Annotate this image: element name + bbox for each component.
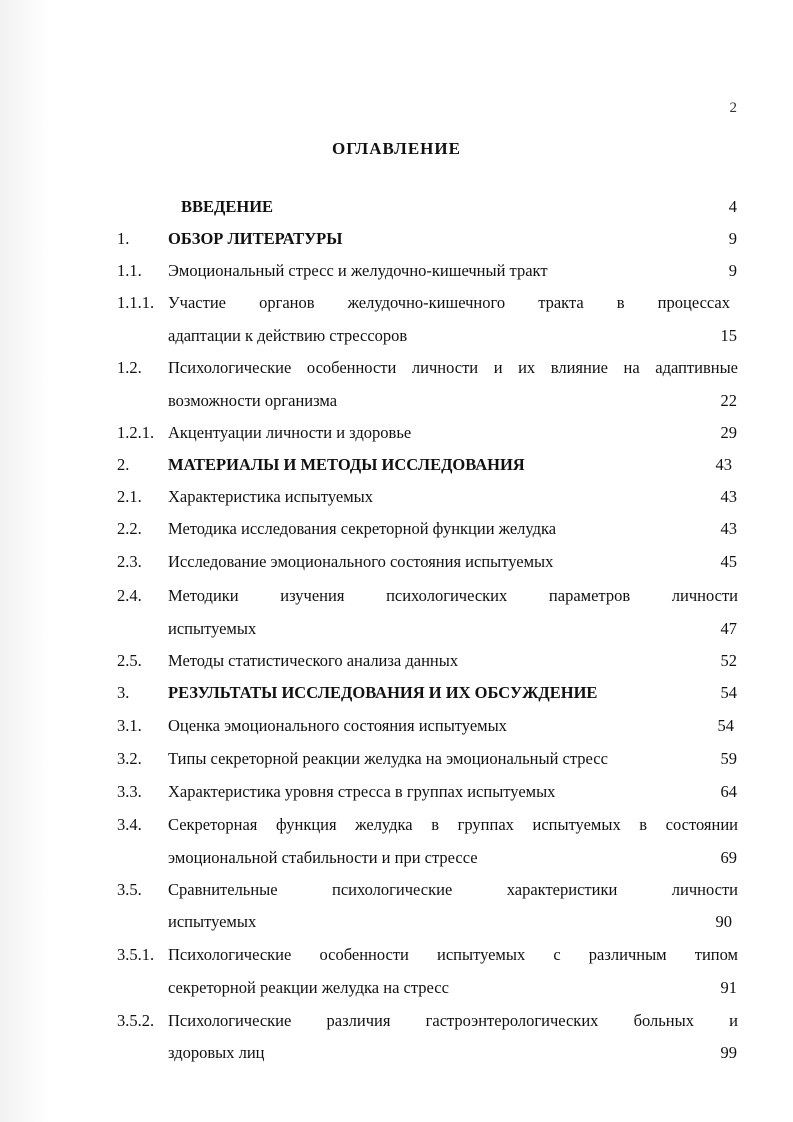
toc-entry-3-4	[0, 814, 793, 844]
toc-entry-3-5-2	[0, 1010, 793, 1040]
toc-entry-title: Акцентуации личности и здоровье	[168, 423, 412, 442]
toc-entry-page: 9	[728, 261, 737, 280]
toc-entry-title: Характеристика испытуемых	[168, 487, 374, 506]
toc-entry-page: 47	[720, 619, 737, 638]
toc-entry-3-4-cont	[0, 847, 793, 877]
toc-entry-title-line1: Сравнительные психологические характеристики личности	[168, 880, 738, 899]
toc-entry-number: 2.	[117, 455, 130, 474]
toc-entry-1-2-1	[0, 422, 793, 452]
toc-entry-number: 1.2.	[117, 358, 142, 377]
toc-entry-title: Эмоциональный стресс и желудочно-кишечный тракт	[168, 261, 548, 280]
toc-entry-3-3	[0, 781, 793, 811]
toc-entry-number: 3.5.	[117, 880, 142, 899]
toc-entry-title: Методика исследования секреторной функции желудка	[168, 519, 557, 538]
toc-entry-title-line2: испытуемых	[168, 619, 257, 638]
toc-entry-title: РЕЗУЛЬТАТЫ ИССЛЕДОВАНИЯ И ИХ ОБСУЖДЕНИЕ	[168, 683, 598, 702]
toc-entry-page: 54	[720, 683, 737, 702]
page-title: ОГЛАВЛЕНИЕ	[332, 139, 461, 158]
toc-entry-title: МАТЕРИАЛЫ И МЕТОДЫ ИССЛЕДОВАНИЯ	[168, 455, 525, 474]
toc-entry-page: 22	[720, 391, 737, 410]
toc-entry-page: 64	[720, 782, 737, 801]
toc-entry-number: 2.1.	[117, 487, 142, 506]
toc-entry-title-line1: Участие органов желудочно-кишечного тракта в процессах	[168, 293, 730, 312]
toc-entry-title: Характеристика уровня стресса в группах испытуемых	[168, 782, 556, 801]
toc-entry-title-line1: Психологические особенности испытуемых с различным типом	[168, 945, 738, 964]
toc-entry-2-1	[0, 486, 793, 516]
toc-entry-page: 43	[715, 455, 732, 474]
toc-entry-page: 43	[720, 487, 737, 506]
toc-entry-number: 3.5.2.	[117, 1011, 155, 1030]
toc-entry-title-line2: секреторной реакции желудка на стресс	[168, 978, 449, 997]
toc-entry-2-4	[0, 585, 793, 615]
toc-entry-number: 3.2.	[117, 749, 142, 768]
toc-entry-title-line2: здоровых лиц	[168, 1043, 265, 1062]
toc-entry-title: Типы секреторной реакции желудка на эмоциональный стресс	[168, 749, 608, 768]
toc-entry-2	[0, 454, 793, 484]
toc-entry-number: 2.5.	[117, 651, 142, 670]
toc-entry-3-5-1	[0, 944, 793, 974]
toc-entry-number: 3.	[117, 683, 130, 702]
toc-entry-title: ОБЗОР ЛИТЕРАТУРЫ	[168, 229, 343, 248]
toc-entry-title: Оценка эмоционального состояния испытуемых	[168, 716, 507, 735]
toc-entry-3-5-1-cont	[0, 977, 793, 1007]
toc-entry-3-5-cont	[0, 911, 793, 941]
toc-entry-page: 54	[717, 716, 734, 735]
toc-entry-number: 1.1.1.	[117, 293, 155, 312]
toc-entry-page: 29	[720, 423, 737, 442]
toc-entry-page: 15	[720, 326, 737, 345]
toc-entry-page: 91	[720, 978, 737, 997]
toc-entry-1-2-cont	[0, 390, 793, 420]
toc-entry-number: 1.1.	[117, 261, 142, 280]
toc-entry-title-line1: Секреторная функция желудка в группах испытуемых в состоянии	[168, 815, 738, 834]
toc-entry-page: 43	[720, 519, 737, 538]
toc-entry-number: 1.2.1.	[117, 423, 155, 442]
toc-entry-number: 3.5.1.	[117, 945, 155, 964]
toc-entry-3-1	[0, 715, 793, 745]
toc-entry-1-1-1-cont	[0, 325, 793, 355]
toc-entry-page: 90	[715, 912, 732, 931]
toc-entry-number: 3.1.	[117, 716, 142, 735]
toc-entry-1-1	[0, 260, 793, 290]
toc-entry-number: 3.3.	[117, 782, 142, 801]
toc-entry-3-5	[0, 879, 793, 909]
toc-entry-1-1-1	[0, 292, 793, 322]
toc-entry-title-line1: Методики изучения психологических параметров личности	[168, 586, 738, 605]
toc-entry-page: 52	[720, 651, 737, 670]
toc-entry-2-2	[0, 518, 793, 548]
toc-entry-number: 2.2.	[117, 519, 142, 538]
toc-entry-page: 69	[720, 848, 737, 867]
toc-entry-introduction	[0, 196, 793, 226]
toc-entry-title-line2: возможности организма	[168, 391, 338, 410]
toc-entry-3-5-2-cont	[0, 1042, 793, 1072]
toc-entry-title: Исследование эмоционального состояния испытуемых	[168, 552, 554, 571]
toc-entry-2-5	[0, 650, 793, 680]
toc-entry-number: 2.3.	[117, 552, 142, 571]
toc-entry-page: 59	[720, 749, 737, 768]
toc-entry-number: 1.	[117, 229, 130, 248]
toc-entry-page: 4	[728, 197, 737, 216]
toc-entry-2-4-cont	[0, 618, 793, 648]
toc-entry-title-line2: адаптации к действию стрессоров	[168, 326, 408, 345]
toc-entry-title: ВВЕДЕНИЕ	[181, 197, 274, 216]
toc-entry-page: 99	[720, 1043, 737, 1062]
toc-entry-page: 45	[720, 552, 737, 571]
toc-entry-number: 2.4.	[117, 586, 142, 605]
toc-entry-2-3	[0, 551, 793, 581]
toc-entry-1	[0, 228, 793, 258]
toc-entry-page: 9	[728, 229, 737, 248]
toc-entry-3-2	[0, 748, 793, 778]
toc-entry-title: Методы статистического анализа данных	[168, 651, 459, 670]
page-number: 2	[729, 100, 737, 116]
toc-entry-3	[0, 682, 793, 712]
toc-entry-title-line1: Психологические особенности личности и их влияние на адаптивные	[168, 358, 738, 377]
toc-entry-title-line2: эмоциональной стабильности и при стрессе	[168, 848, 478, 867]
toc-entry-title-line2: испытуемых	[168, 912, 257, 931]
toc-entry-1-2	[0, 357, 793, 387]
toc-entry-number: 3.4.	[117, 815, 142, 834]
toc-entry-title-line1: Психологические различия гастроэнтерологических больных и	[168, 1011, 738, 1030]
